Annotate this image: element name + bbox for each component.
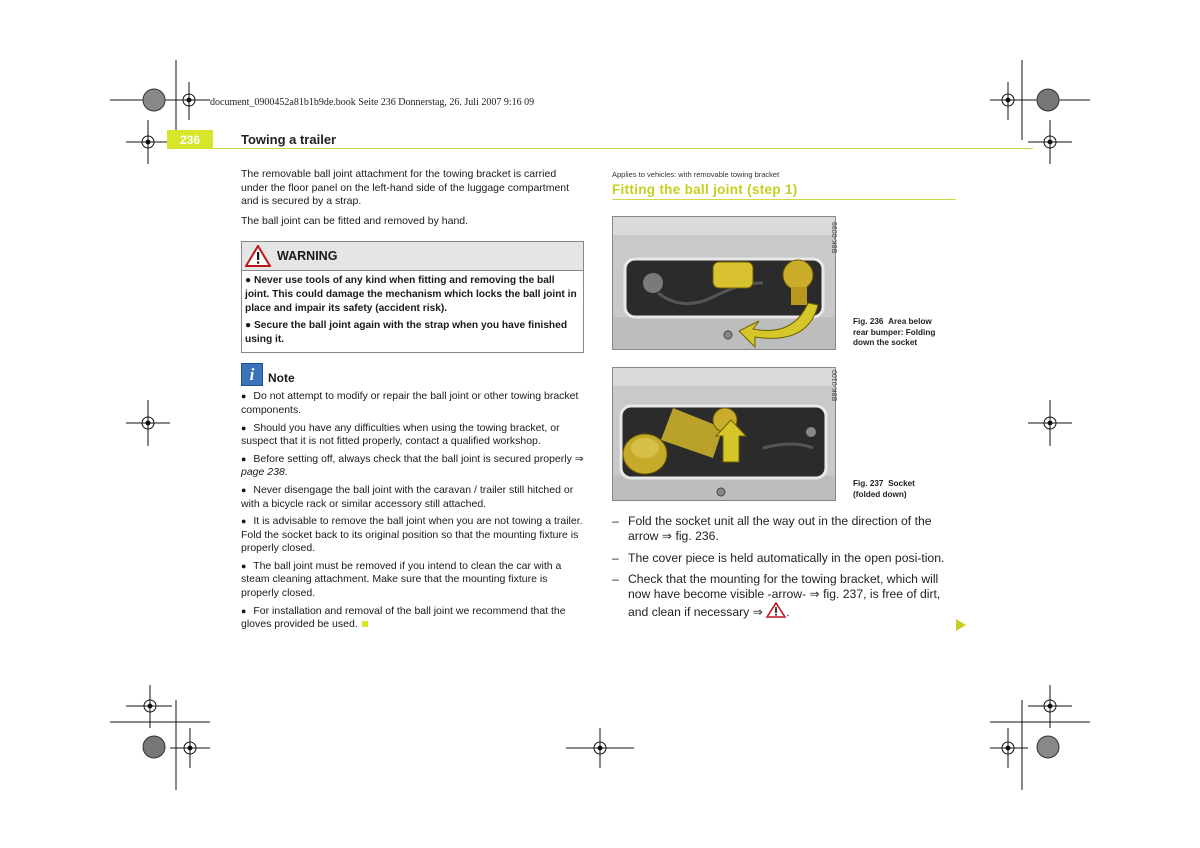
warning-title: WARNING [277,248,338,263]
note-item: ● It is advisable to remove the ball joint when you are not towing a trailer. Fold the socket back to its original position so that the mounting fixture is properly closed. [241,515,583,555]
fig237-caption: Fig. 237 Socket (folded down) [853,479,915,499]
info-icon: i [241,363,263,386]
step-item: – Check that the mounting for the towing bracket, which will now have become visible -arrow- ⇒ fig. 237, is free of dirt, and clean if necessary ⇒ . [612,571,941,620]
fig237-illustration [613,368,835,500]
bullet-icon: ● [241,560,247,571]
continue-arrow-icon [956,619,966,631]
page-number: 236 [167,130,213,149]
note-item: ● For installation and removal of the ball joint we recommend that the gloves provided be used. [241,604,566,631]
left-column [241,168,584,636]
applies-to: Applies to vehicles: with removable towing bracket [612,170,780,179]
warning-ref-icon[interactable] [766,602,786,618]
note-item: ● Should you have any difficulties when using the towing bracket, or suspect that it is not fitted properly, contact a qualified workshop. [241,421,560,448]
end-of-section-marker [362,621,368,627]
warning-item: Never use tools of any kind when fitting and removing the ball joint. This could damage the mechanism which locks the ball joint in place and impair its safety (accident risk). [245,275,577,314]
fig236-illustration [613,217,835,349]
ref-arrow: ⇒ [574,452,584,465]
warning-triangle-icon [245,245,271,267]
subsection-title: Fitting the ball joint (step 1) [612,182,798,197]
step-item: – Fold the socket unit all the way out in the direction of the arrow ⇒ fig. 236. [612,514,932,544]
note-item: ● Never disengage the ball joint with the caravan / trailer still hitched or with a bicycle rack or similar accessory still attached. [241,483,574,510]
warning-body [242,271,583,352]
fig237-code: B8K-0100 [832,370,839,402]
bullet-icon: ● [245,320,252,332]
page-link[interactable]: page 238 [241,466,285,479]
warning-item: Secure the ball joint again with the strap when you have finished using it. [245,320,568,345]
note-item: ● The ball joint must be removed if you intend to clean the car with a steam cleaning attachment. Make sure that the mounting fixture is properly closed. [241,559,562,600]
fig236-code: B8K-0099 [832,222,839,254]
warning-header [242,242,583,271]
print-header: document_0900452a81b1b9de.book Seite 236 Donnerstag, 26. Juli 2007 9:16 09 [210,97,535,108]
intro-paragraph-2: The ball joint can be fitted and removed by hand. [241,214,469,227]
figure-236 [612,216,836,350]
bullet-icon: ● [241,516,247,527]
figure-237 [612,367,836,501]
bullet-icon: ● [241,453,247,464]
header-rule [213,148,1033,149]
warning-box [241,241,584,353]
bullet-icon: ● [241,484,247,495]
bullet-icon: ● [245,275,252,287]
note-header [241,363,584,386]
subsection-rule [612,199,956,200]
note-item: ● Do not attempt to modify or repair the ball joint or other towing bracket components. [241,390,579,416]
bullet-icon: ● [241,422,247,433]
steps-list [612,514,957,627]
note-title: Note [268,371,295,386]
fig236-caption: Fig. 236 Area below rear bumper: Folding down the socket [853,317,936,347]
intro-paragraph-1: The removable ball joint attachment for the towing bracket is carried under the floor panel on the left-hand side of the luggage compartment and is secured by a strap. [241,168,570,208]
bullet-icon: ● [241,391,247,402]
note-item: ● Before setting off, always check that the ball joint is secured properly ⇒ page 238. [241,452,584,479]
section-title: Towing a trailer [241,132,337,147]
step-item: – The cover piece is held automatically in the open posi-tion. [612,550,945,565]
bullet-icon: ● [241,605,247,616]
